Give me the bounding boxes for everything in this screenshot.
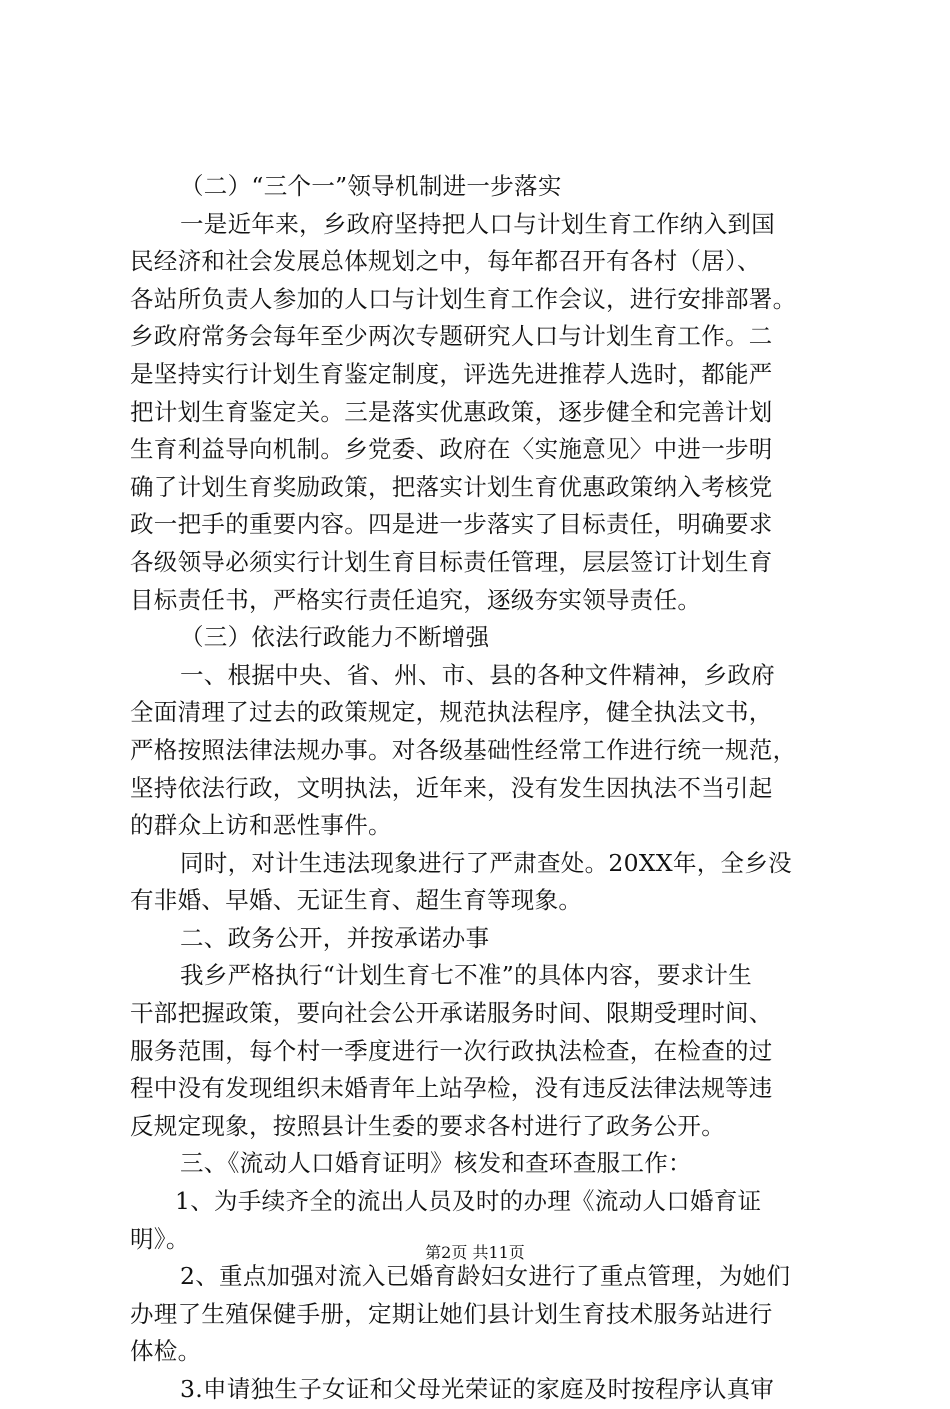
- paragraph-line: 同时，对计生违法现象进行了严肃查处。20XX年，全乡没: [180, 848, 792, 877]
- paragraph-line: 确了计划生育奖励政策，把落实计划生育优惠政策纳入考核党: [130, 472, 773, 501]
- paragraph-line: 是坚持实行计划生育鉴定制度，评选先进推荐人选时，都能严: [130, 359, 773, 388]
- paragraph-line: 我乡严格执行“计划生育七不准”的具体内容，要求计生: [180, 961, 753, 990]
- list-item-line: 办理了生殖保健手册，定期让她们县计划生育技术服务站进行: [130, 1299, 773, 1328]
- paragraph-line: 目标责任书，严格实行责任追究，逐级夯实领导责任。: [130, 585, 702, 614]
- section-heading: （二）“三个一”领导机制进一步落实: [180, 172, 562, 200]
- section-heading: （三）依法行政能力不断增强: [180, 623, 490, 652]
- paragraph-line: 干部把握政策，要向社会公开承诺服务时间、限期受理时间、: [130, 999, 773, 1028]
- page-footer: [0, 1243, 950, 1263]
- list-item-line: 3.申请独生子女证和父母光荣证的家庭及时按程序认真审: [180, 1375, 775, 1403]
- list-item-line: 1、为手续齐全的流出人员及时的办理《流动人口婚育证: [175, 1187, 762, 1216]
- paragraph-line: 的群众上访和恶性事件。: [130, 811, 392, 840]
- paragraph-line: 反规定现象，按照县计生委的要求各村进行了政务公开。: [130, 1111, 725, 1140]
- paragraph-line: 严格按照法律法规办事。对各级基础性经常工作进行统一规范，: [130, 735, 797, 764]
- paragraph-line: 全面清理了过去的政策规定，规范执法程序，健全执法文书，: [130, 698, 773, 727]
- paragraph-line: 一、根据中央、省、州、市、县的各种文件精神，乡政府: [180, 660, 775, 689]
- paragraph-line: 政一把手的重要内容。四是进一步落实了目标责任，明确要求: [130, 510, 773, 539]
- section-heading: 三、《流动人口婚育证明》核发和查环查服工作：: [180, 1149, 692, 1178]
- paragraph-line: 各级领导必须实行计划生育目标责任管理，层层签订计划生育: [130, 547, 773, 576]
- paragraph-line: 各站所负责人参加的人口与计划生育工作会议，进行安排部署。: [130, 284, 797, 313]
- paragraph-line: 民经济和社会发展总体规划之中，每年都召开有各村（居）、: [130, 247, 761, 276]
- paragraph-line: 把计划生育鉴定关。三是落实优惠政策，逐步健全和完善计划: [130, 397, 773, 426]
- paragraph-line: 生育利益导向机制。乡党委、政府在〈实施意见〉中进一步明: [130, 435, 773, 464]
- section-heading: 二、政务公开，并按承诺办事: [180, 923, 490, 952]
- paragraph-line: 服务范围，每个村一季度进行一次行政执法检查，在检查的过: [130, 1036, 773, 1065]
- page-number-label: 第2页 共11页: [425, 1243, 525, 1262]
- paragraph-line: 有非婚、早婚、无证生育、超生育等现象。: [130, 886, 583, 915]
- list-item-line: 明》。: [130, 1224, 190, 1253]
- paragraph-line: 坚持依法行政，文明执法，近年来，没有发生因执法不当引起: [130, 773, 773, 802]
- list-item-line: 体检。: [130, 1337, 202, 1366]
- paragraph-line: 乡政府常务会每年至少两次专题研究人口与计划生育工作。二: [130, 322, 773, 351]
- paragraph-line: 程中没有发现组织未婚青年上站孕检，没有违反法律法规等违: [130, 1074, 773, 1103]
- document-body: [130, 168, 850, 1409]
- paragraph-line: 一是近年来，乡政府坚持把人口与计划生育工作纳入到国: [180, 209, 775, 238]
- list-item-line: 2、重点加强对流入已婚育龄妇女进行了重点管理，为她们: [180, 1262, 791, 1291]
